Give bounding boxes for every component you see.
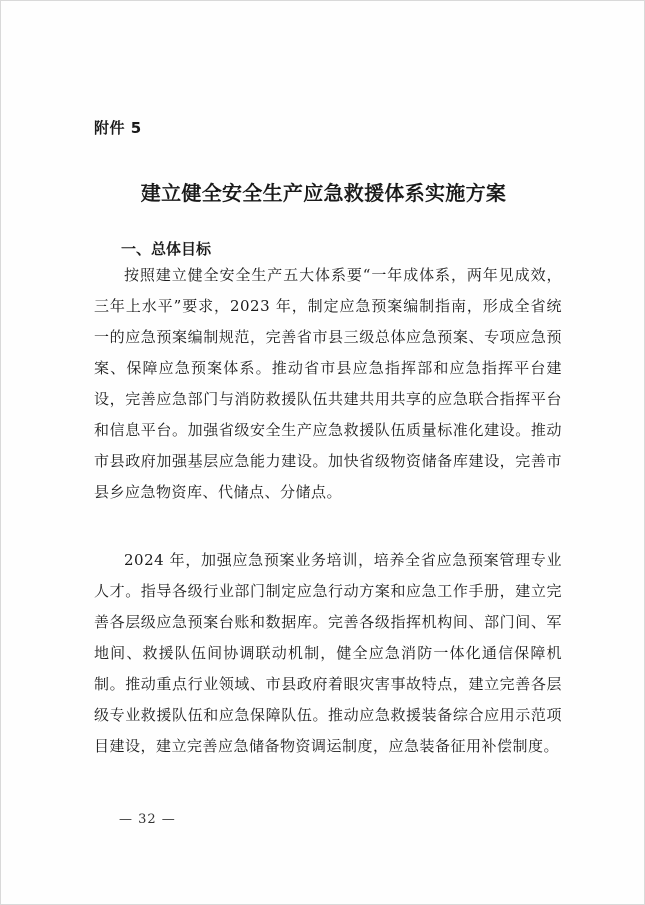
body-paragraph: 2024 年，加强应急预案业务培训，培养全省应急预案管理专业人才。指导各级行业部门制定应急行动方案和应急工作手册，建立完善各层级应急预案台账和数据库。完善各级指挥机构间、部门间、军地间、救援队伍间协调联动机制，健全应急消防一体化通信保障机制。推动重点行业领域、市县政府着眼灾害事故特点，建立完善各层级专业救援队伍和应急保障队伍。推动应急救援装备综合应用示范项目建设，建立完善应急储备物资调运制度，应急装备征用补偿制度。	[94, 551, 562, 755]
section-heading: 一、总体目标	[121, 240, 212, 258]
body-paragraph: 按照建立健全安全生产五大体系要“一年成体系，两年见成效，三年上水平”要求，2023 年，制定应急预案编制指南，形成全省统一的应急预案编制规范，完善省市县三级总体应急预案、专项应急预案、保障应急预案体系。推动省市县应急指挥部和应急指挥平台建设，完善应急部门与消防救援队伍共建共用共享的应急联合指挥平台和信息平台。加强省级安全生产应急救援队伍质量标准化建设。推动市县政府加强基层应急能力建设。加快省级物资储备库建设，完善市县乡应急物资库、代储点、分储点。	[94, 266, 562, 501]
page-number: — 32 —	[119, 812, 176, 827]
attachment-label: 附件 5	[94, 119, 142, 137]
document-title: 建立健全安全生产应急救援体系实施方案	[140, 181, 507, 205]
